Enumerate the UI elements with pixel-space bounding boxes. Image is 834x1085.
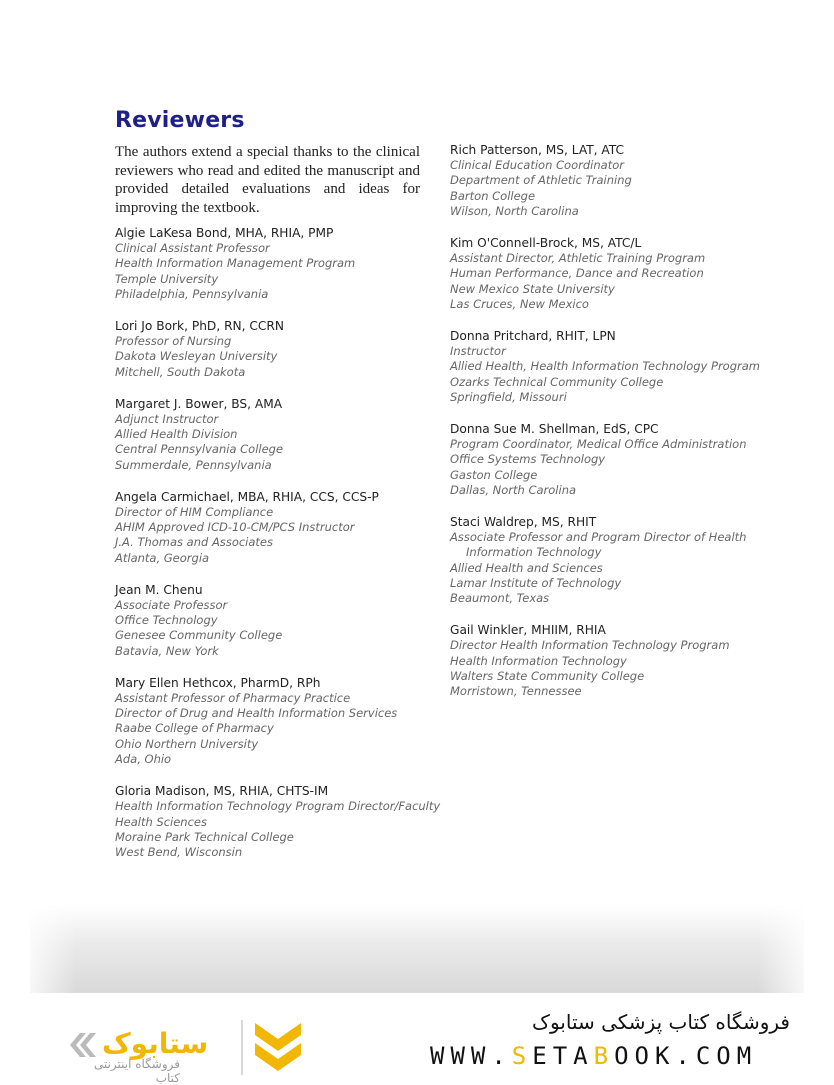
reviewer-entry	[115, 490, 440, 566]
reviewer-affiliation-line: Ada, Ohio	[115, 751, 172, 766]
reviewer-name: Gloria Madison, MS, RHIA, CHTS-IM	[115, 784, 329, 799]
reviewers-right-column	[450, 143, 760, 699]
reviewer-entry	[450, 422, 760, 498]
reviewer-affiliation-line: Clinical Assistant Professor	[115, 241, 270, 256]
reviewer-affiliation-line: Barton College	[450, 188, 536, 203]
reviewer-entry	[115, 397, 440, 473]
shop-url[interactable]	[430, 1042, 757, 1070]
reviewer-affiliation-line: Lamar Institute of Technology	[450, 575, 622, 590]
url-part: S	[511, 1042, 533, 1070]
reviewer-affiliation-line: Health Sciences	[115, 814, 207, 829]
reviewer-affiliation-line: AHIM Approved ICD-10-CM/PCS Instructor	[115, 520, 355, 535]
reviewer-affiliation-line: Mitchell, South Dakota	[115, 364, 246, 379]
reviewer-entry	[115, 784, 440, 860]
reviewer-name: Kim O'Connell-Brock, MS, ATC/L	[450, 236, 642, 251]
reviewer-entry	[450, 329, 760, 405]
url-part: B	[593, 1042, 615, 1070]
intro-paragraph: The authors extend a special thanks to the clinical reviewers who read and edited the manuscript and provided detailed evaluations and ideas for improving the textbook.	[115, 144, 420, 216]
reviewer-affiliation-line: Health Information Technology Program Director/Faculty	[115, 799, 441, 814]
reviewer-affiliation-line: Gaston College	[450, 467, 538, 482]
reviewer-affiliation-line: Health Information Technology	[450, 653, 627, 668]
reviewer-affiliation-line: Ozarks Technical Community College	[450, 374, 664, 389]
shop-title: فروشگاه کتاب پزشکی ستابوک	[532, 1010, 790, 1034]
reviewer-name: Gail Winkler, MHIIM, RHIA	[450, 623, 606, 638]
reviewer-affiliation-line: Beaumont, Texas	[450, 591, 550, 606]
footer-shadow-band	[30, 905, 804, 993]
reviewer-affiliation-line: Atlanta, Georgia	[115, 550, 210, 565]
reviewer-affiliation-line: Raabe College of Pharmacy	[115, 721, 274, 736]
logo-subtitle: فروشگاه اینترنتی کتاب	[93, 1057, 180, 1085]
reviewer-name: Rich Patterson, MS, LAT, ATC	[450, 143, 625, 157]
reviewer-entry	[115, 583, 440, 659]
url-part: OOK.COM	[614, 1042, 758, 1070]
reviewer-affiliation-line: Associate Professor and Program Director of Health	[450, 530, 747, 545]
logo-mark-icon	[255, 1023, 301, 1071]
reviewer-affiliation-line: Batavia, New York	[115, 643, 219, 658]
reviewer-name: Margaret J. Bower, BS, AMA	[115, 396, 283, 411]
reviewer-name: Angela Carmichael, MBA, RHIA, CCS, CCS-P	[115, 489, 379, 504]
reviewer-name: Jean M. Chenu	[115, 582, 203, 597]
reviewer-affiliation-line: Moraine Park Technical College	[115, 829, 294, 844]
reviewer-affiliation-line: Office Systems Technology	[450, 452, 606, 467]
reviewer-affiliation-line: Director of Drug and Health Information Services	[115, 706, 398, 721]
reviewer-affiliation-line: West Bend, Wisconsin	[115, 844, 243, 859]
reviewer-affiliation-line: Instructor	[450, 344, 506, 359]
reviewer-affiliation-line: Program Coordinator, Medical Office Administration	[450, 437, 747, 452]
reviewer-entry	[115, 226, 440, 302]
reviewer-affiliation-line: New Mexico State University	[450, 281, 615, 296]
reviewer-affiliation-line: Philadelphia, Pennsylvania	[115, 286, 269, 301]
reviewer-affiliation-line: Dakota Wesleyan University	[115, 349, 278, 364]
reviewer-entry	[115, 676, 440, 767]
reviewer-affiliation-line: J.A. Thomas and Associates	[115, 535, 274, 550]
reviewer-entry	[115, 319, 440, 380]
reviewer-affiliation-line: Professor of Nursing	[115, 334, 232, 349]
reviewer-entry	[450, 143, 760, 219]
reviewer-affiliation-line: Walters State Community College	[450, 668, 645, 683]
reviewer-name: Donna Sue M. Shellman, EdS, CPC	[450, 422, 659, 437]
reviewer-affiliation-line: Department of Athletic Training	[450, 173, 632, 188]
reviewer-affiliation-line: Summerdale, Pennsylvania	[115, 457, 272, 472]
reviewer-affiliation-line: Information Technology	[466, 545, 602, 560]
reviewer-affiliation-line: Assistant Director, Athletic Training Program	[450, 251, 706, 266]
reviewer-affiliation-line: Director of HIM Compliance	[115, 505, 274, 520]
reviewer-affiliation-line: Las Cruces, New Mexico	[450, 296, 589, 311]
reviewer-affiliation-line: Morristown, Tennessee	[450, 684, 582, 699]
reviewer-entry	[450, 515, 760, 606]
page-title: Reviewers	[115, 108, 245, 133]
reviewer-affiliation-line: Human Performance, Dance and Recreation	[450, 266, 704, 281]
reviewer-affiliation-line: Director Health Information Technology Program	[450, 638, 730, 653]
reviewer-affiliation-line: Assistant Professor of Pharmacy Practice	[115, 691, 351, 706]
reviewer-affiliation-line: Health Information Management Program	[115, 256, 356, 271]
reviewer-affiliation-line: Allied Health and Sciences	[450, 560, 603, 575]
chevrons-icon	[70, 1033, 96, 1057]
reviewer-affiliation-line: Temple University	[115, 271, 219, 286]
reviewer-affiliation-line: Springfield, Missouri	[450, 389, 567, 404]
reviewer-affiliation-line: Allied Health, Health Information Technology Program	[450, 359, 760, 374]
reviewer-affiliation-line: Office Technology	[115, 613, 218, 628]
reviewer-affiliation-line: Genesee Community College	[115, 628, 283, 643]
reviewers-left-column	[115, 226, 440, 860]
logo-text: ستابوک	[102, 1027, 209, 1060]
reviewer-affiliation-line: Associate Professor	[115, 598, 228, 613]
reviewer-name: Donna Pritchard, RHIT, LPN	[450, 329, 616, 344]
url-part: ETA	[532, 1042, 594, 1070]
reviewer-name: Algie LaKesa Bond, MHA, RHIA, PMP	[115, 226, 334, 240]
url-part: WWW.	[430, 1042, 512, 1070]
reviewer-affiliation-line: Wilson, North Carolina	[450, 203, 579, 218]
reviewer-name: Lori Jo Bork, PhD, RN, CCRN	[115, 319, 285, 334]
reviewer-affiliation-line: Clinical Education Coordinator	[450, 158, 624, 173]
reviewer-affiliation-line: Dallas, North Carolina	[450, 482, 577, 497]
reviewer-affiliation-line: Ohio Northern University	[115, 736, 259, 751]
reviewer-affiliation-line: Allied Health Division	[115, 427, 238, 442]
reviewer-name: Staci Waldrep, MS, RHIT	[450, 515, 597, 530]
reviewer-name: Mary Ellen Hethcox, PharmD, RPh	[115, 675, 321, 690]
reviewer-entry	[450, 623, 760, 699]
reviewer-affiliation-line: Adjunct Instructor	[115, 412, 219, 427]
reviewer-entry	[450, 236, 760, 312]
reviewer-affiliation-line: Central Pennsylvania College	[115, 442, 284, 457]
